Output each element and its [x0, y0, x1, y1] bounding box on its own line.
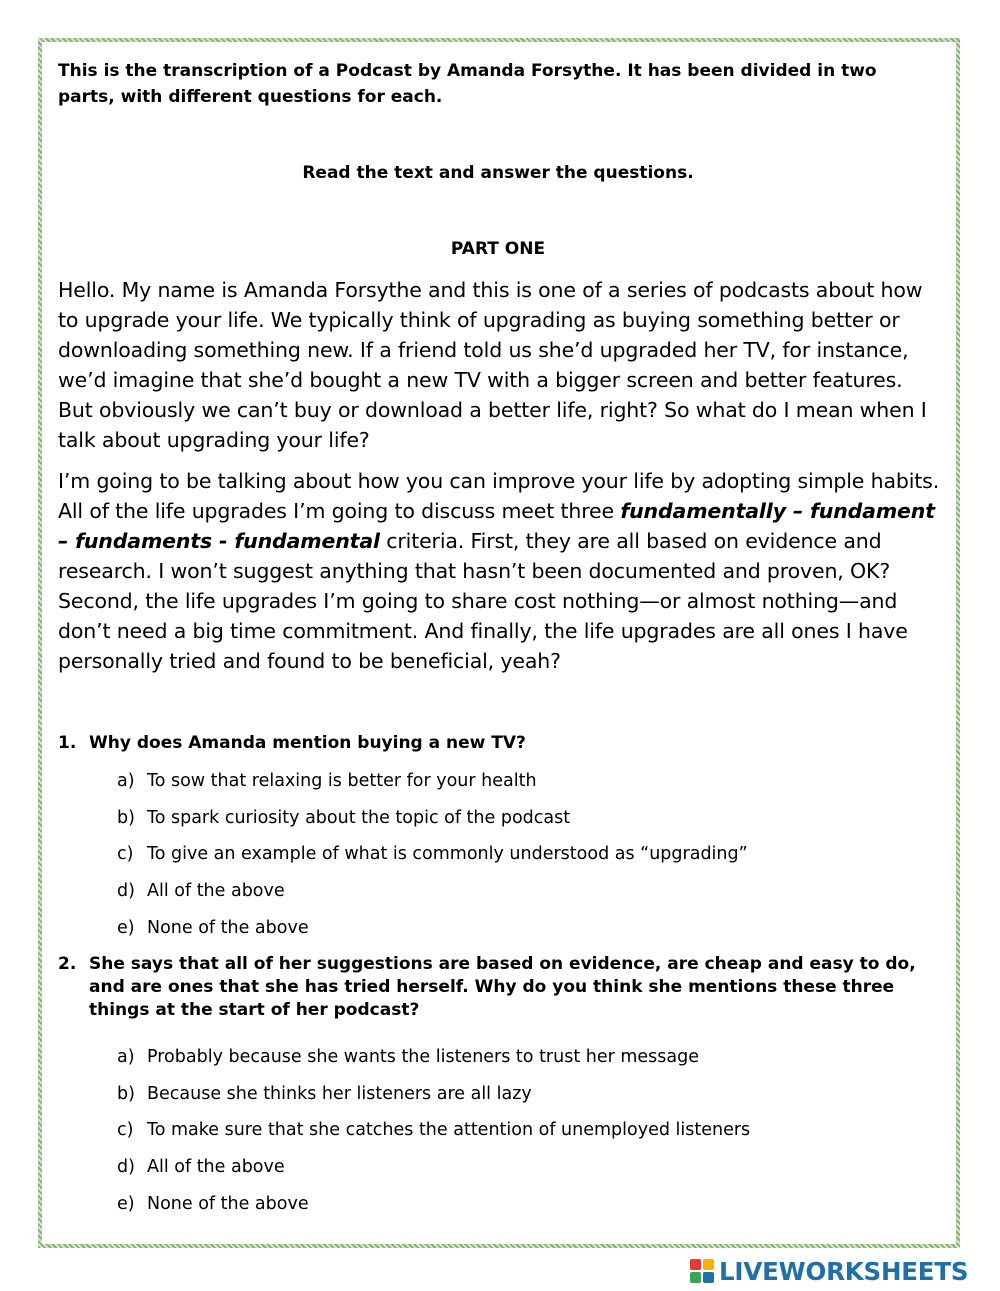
option-letter: c) [117, 844, 134, 865]
option-text: To sow that relaxing is better for your health [147, 771, 537, 791]
option-text: All of the above [147, 1157, 285, 1178]
option-letter: e) [117, 917, 135, 938]
question-text: Why does Amanda mention buying a new TV? [89, 733, 526, 753]
question-text: She says that all of her suggestions are based on evidence, are cheap and easy to do, and are ones that she has tried herself. Why do you think she mentions these three things at the start of her podcast? [89, 954, 916, 1020]
option-text: To give an example of what is commonly understood as “upgrading” [147, 844, 748, 865]
question-number: 1. [58, 733, 77, 753]
option-text: All of the above [147, 881, 285, 902]
part-title: PART ONE [450, 239, 546, 259]
paragraph-two-emphasis: fundamentally – fundament – fundaments - fundamental [58, 499, 935, 553]
option-text: None of the above [147, 1193, 309, 1214]
liveworksheets-logo-icon [690, 1259, 714, 1283]
logo-square-green [690, 1272, 701, 1283]
option-letter: b) [117, 807, 135, 828]
logo-square-blue [703, 1272, 714, 1283]
option-text: Because she thinks her listeners are all lazy [147, 1083, 532, 1104]
option-letter: e) [117, 1193, 135, 1214]
option-text: To make sure that she catches the attention of unemployed listeners [147, 1120, 751, 1141]
paragraph-two [58, 466, 942, 676]
logo-square-yellow [703, 1259, 714, 1270]
option-letter: a) [117, 771, 135, 791]
option-text: To spark curiosity about the topic of the podcast [147, 807, 571, 828]
paragraph-one: Hello. My name is Amanda Forsythe and this is one of a series of podcasts about how to upgrade your life. We typically think of upgrading as buying something better or downloading something new. If a friend told us she’d upgraded her TV, for instance, we’d imagine that she’d bought a new TV with a bigger screen and better features. But obviously we can’t buy or download a better life, right? So what do I mean when I talk about upgrading your life? [58, 278, 927, 452]
brand-name: LIVEWORKSHEETS [719, 1256, 969, 1286]
question-1 [58, 732, 928, 755]
paragraph-two-start: I’m going to be talking about how you can improve your life by adopting simple habits. All of the life upgrades I’m going to discuss meet three [58, 469, 940, 523]
option-letter: d) [117, 1157, 135, 1178]
option-letter: a) [117, 1047, 135, 1067]
option-text: None of the above [147, 917, 309, 938]
instruction-text: Read the text and answer the questions. [302, 163, 694, 183]
question-2 [58, 953, 928, 1022]
option-text: Probably because she wants the listeners to trust her message [147, 1047, 700, 1067]
intro-text: This is the transcription of a Podcast by Amanda Forsythe. It has been divided in two parts, with different questions for each. [58, 61, 877, 107]
paragraph-two-end: criteria. First, they are all based on evidence and research. I won’t suggest anything that hasn’t been documented and proven, OK? Second, the life upgrades I’m going to share cost nothing—or almost nothing—and don’t need a big time commitment. And finally, the life upgrades are all ones I have personally tried and found to be beneficial, yeah? [58, 529, 908, 673]
question-number: 2. [58, 954, 77, 974]
option-letter: d) [117, 881, 135, 902]
logo-square-red [690, 1259, 701, 1270]
liveworksheets-logo[interactable] [690, 1254, 968, 1288]
option-letter: c) [117, 1120, 134, 1141]
option-letter: b) [117, 1083, 135, 1104]
